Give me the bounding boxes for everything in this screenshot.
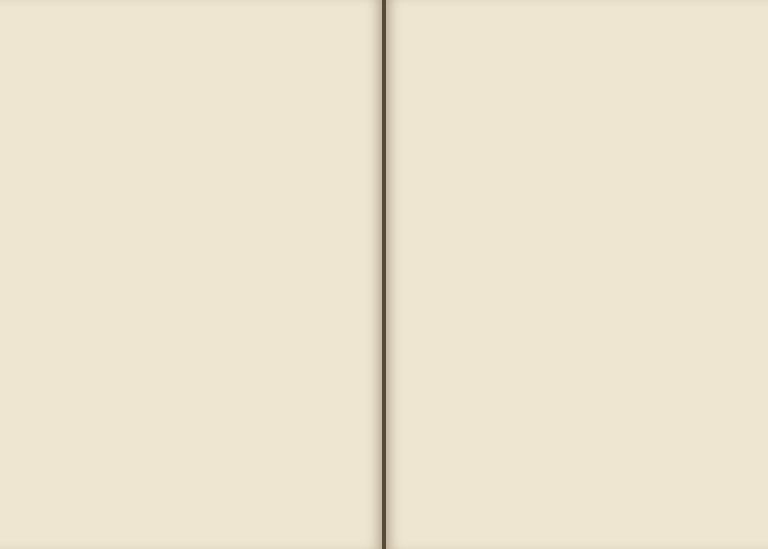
left-page (0, 0, 382, 549)
right-page (386, 0, 768, 549)
